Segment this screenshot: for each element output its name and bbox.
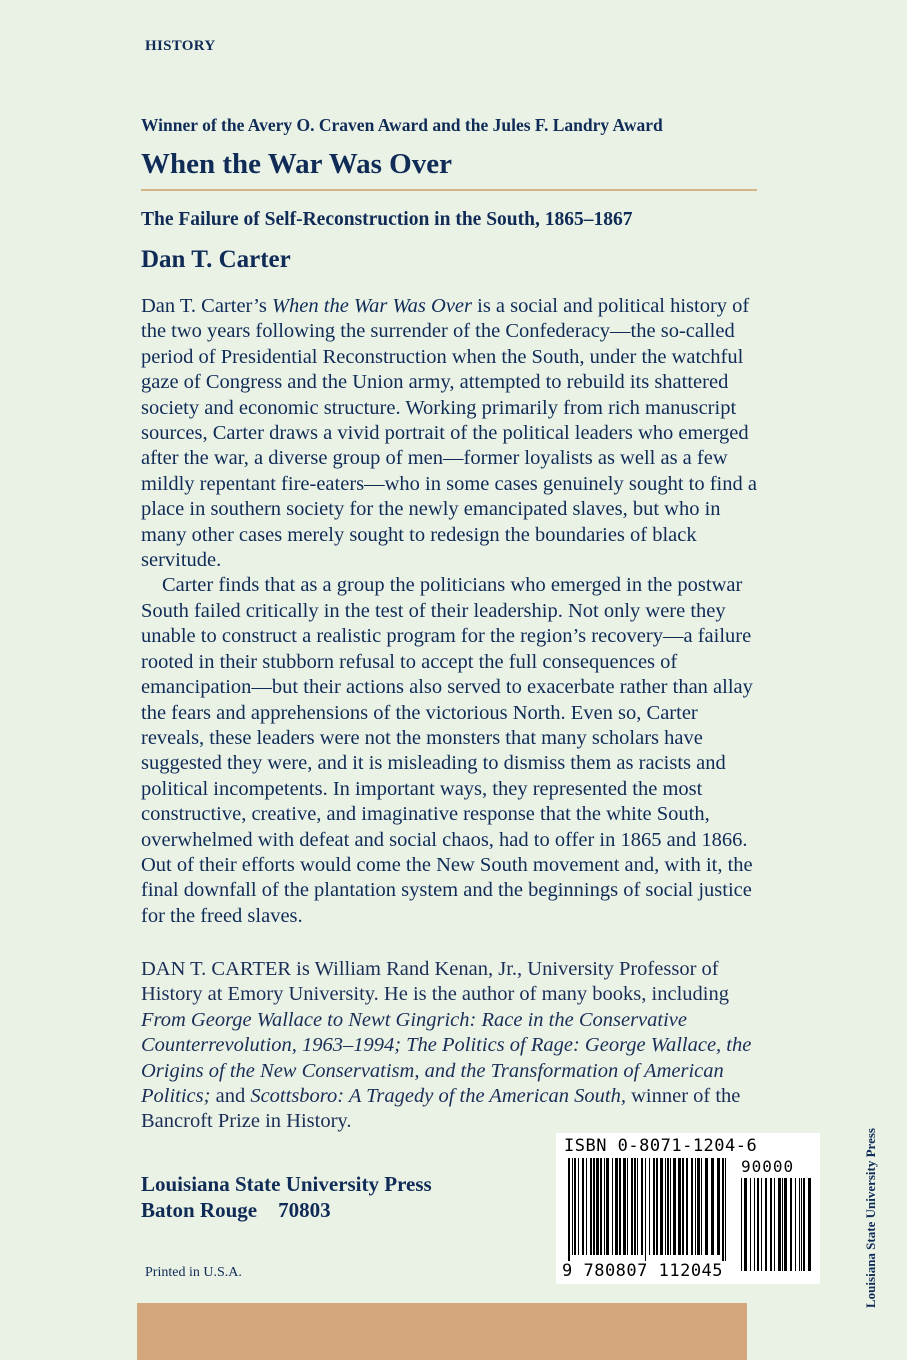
- barcode-bar: [765, 1178, 767, 1271]
- barcode-bar: [649, 1158, 650, 1255]
- barcode-bar: [627, 1158, 628, 1255]
- barcode-bar: [750, 1178, 751, 1271]
- barcode-bar: [801, 1178, 802, 1271]
- barcode-bar: [631, 1158, 633, 1255]
- barcode-bar: [568, 1158, 570, 1261]
- price-addon-number: 90000: [741, 1157, 795, 1176]
- barcode-bar: [778, 1178, 781, 1271]
- barcode-bar: [653, 1158, 655, 1255]
- barcode-bar: [667, 1158, 669, 1255]
- barcode-bar: [725, 1158, 726, 1261]
- publisher-city: Baton Rouge 70803: [141, 1198, 331, 1222]
- barcode-bar: [637, 1158, 638, 1255]
- barcode-bar: [754, 1178, 755, 1271]
- barcode-bar: [761, 1178, 762, 1271]
- description-paragraph-1: Dan T. Carter’s When the War Was Over is a social and political history of the two years following the surrender of the Confederacy—the so-called period of Presidential Reconstruction when the South, under the watchful gaze of Congress and the Union army, attempted to rebuild its shattered society and economic structure. Working primarily from rich manuscript sources, Carter draws a vivid portrait of the political leaders who emerged after the war, a diverse group of men—former loyalists as well as a few mildly repentant fire-eaters—who in some cases genuinely sought to find a place in southern society for the newly emancipated slaves, but who in many other cases merely sought to redesign the boundaries of black servitude.: [141, 295, 757, 572]
- title-reference: When the War Was Over: [271, 295, 472, 317]
- barcode-bar: [623, 1158, 626, 1255]
- title-divider: [141, 189, 757, 191]
- barcode-bar: [673, 1158, 676, 1255]
- barcode-bar: [774, 1178, 775, 1271]
- barcode-bar: [695, 1158, 696, 1255]
- barcode-bar: [782, 1178, 783, 1271]
- barcode-bar: [741, 1178, 742, 1271]
- barcode-bar: [691, 1158, 693, 1255]
- barcode-bar: [678, 1158, 681, 1255]
- barcode-bar: [757, 1178, 759, 1271]
- book-title: When the War Was Over: [141, 148, 452, 180]
- barcode-bar: [645, 1158, 646, 1261]
- isbn-barcode: [556, 1133, 820, 1284]
- barcode-bar: [641, 1158, 643, 1255]
- barcode-bar: [593, 1158, 595, 1255]
- barcode-bar: [634, 1158, 636, 1255]
- barcode-bar: [578, 1158, 579, 1255]
- author-bio: DAN T. CARTER is William Rand Kenan, Jr., University Professor of History at Emory University. He is the author of many books, including From George Wallace to Newt Gingrich: Race in the Conservative Counterrevolution, 1963–1994; The Politics of Rage: George Wallace, the Origins of the New Conservatism, and the Transformation of American Politics; and Scottsboro: A Tragedy of the American South, winner of the Bancroft Prize in History.: [141, 958, 752, 1133]
- barcode-bar: [604, 1158, 605, 1255]
- barcode-bar: [586, 1158, 587, 1255]
- barcode-bar: [612, 1158, 613, 1255]
- barcode-bar: [790, 1178, 792, 1271]
- barcode-bar: [572, 1158, 573, 1255]
- barcode-bar: [590, 1158, 592, 1255]
- barcode-bar: [606, 1158, 609, 1255]
- bio-book-list: From George Wallace to Newt Gingrich: Race in the Conservative Counterrevolution, 1963–1994; The Politics of Rage: George Wallace, the Origins of the New Conservatism, and the Transformation of American Politics;: [141, 1008, 752, 1108]
- bottom-color-band: [137, 1303, 747, 1360]
- barcode-bar: [711, 1158, 714, 1255]
- barcode-bar: [582, 1158, 584, 1255]
- barcode-bar: [808, 1178, 811, 1271]
- barcode-bar: [701, 1158, 702, 1255]
- barcode-bar: [615, 1158, 618, 1255]
- book-subtitle: The Failure of Self-Reconstruction in the South, 1865–1867: [141, 209, 633, 230]
- isbn-number: ISBN 0-8071-1204-6: [564, 1136, 758, 1156]
- barcode-bar: [803, 1178, 805, 1271]
- ean-number: 9 780807 112045: [562, 1261, 724, 1281]
- awards-line: Winner of the Avery O. Craven Award and the Jules F. Landry Award: [141, 115, 663, 135]
- barcode-bar: [770, 1178, 772, 1271]
- barcode-bar: [705, 1158, 708, 1255]
- spine-publisher: Louisiana State University Press: [863, 1128, 878, 1308]
- barcode-bar: [795, 1178, 796, 1271]
- barcode-bar: [744, 1178, 747, 1271]
- barcode-bar: [574, 1158, 576, 1255]
- category-label: HISTORY: [145, 38, 216, 54]
- printed-in-label: Printed in U.S.A.: [145, 1265, 242, 1280]
- publisher-block: [141, 1171, 432, 1223]
- barcode-bar: [665, 1158, 666, 1255]
- barcode-bar: [670, 1158, 671, 1255]
- publisher-name: Louisiana State University Press: [141, 1172, 432, 1196]
- bio-book-scottsboro: Scottsboro: A Tragedy of the American South,: [250, 1085, 626, 1108]
- description: [141, 294, 766, 929]
- barcode-bar: [660, 1158, 663, 1255]
- barcode-bar: [722, 1158, 724, 1261]
- description-paragraph-2: Carter finds that as a group the politicians who emerged in the postwar South failed critically in the test of their leadership. Not only were they unable to construct a realistic program for the region’s recovery—a failure rooted in their stubborn refusal to accept the full consequences of emancipation—but their actions also served to exacerbate rather than allay the fears and apprehensions of the victorious North. Even so, Carter reveals, these leaders were not the monsters that many scholars have suggested they were, and it is misleading to dismiss them as racists and political incompetents. In important ways, they represented the most constructive, creative, and imaginative response that the white South, overwhelmed with defeat and social chaos, had to offer in 1865 and 1866. Out of their efforts would come the New South movement and, with it, the final downfall of the plantation system and the beginnings of social justice for the freed slaves.: [141, 574, 753, 927]
- barcode-bar: [596, 1158, 599, 1255]
- barcode-bar: [717, 1158, 720, 1255]
- barcode-bar: [697, 1158, 700, 1255]
- barcode-bar: [799, 1178, 800, 1271]
- barcode-bar: [784, 1178, 787, 1271]
- author-name: Dan T. Carter: [141, 246, 291, 273]
- barcode-bar: [656, 1158, 658, 1255]
- barcode-bar: [619, 1158, 621, 1255]
- barcode-bar: [600, 1158, 602, 1255]
- barcode-bar: [686, 1158, 688, 1255]
- barcode-bar: [682, 1158, 684, 1255]
